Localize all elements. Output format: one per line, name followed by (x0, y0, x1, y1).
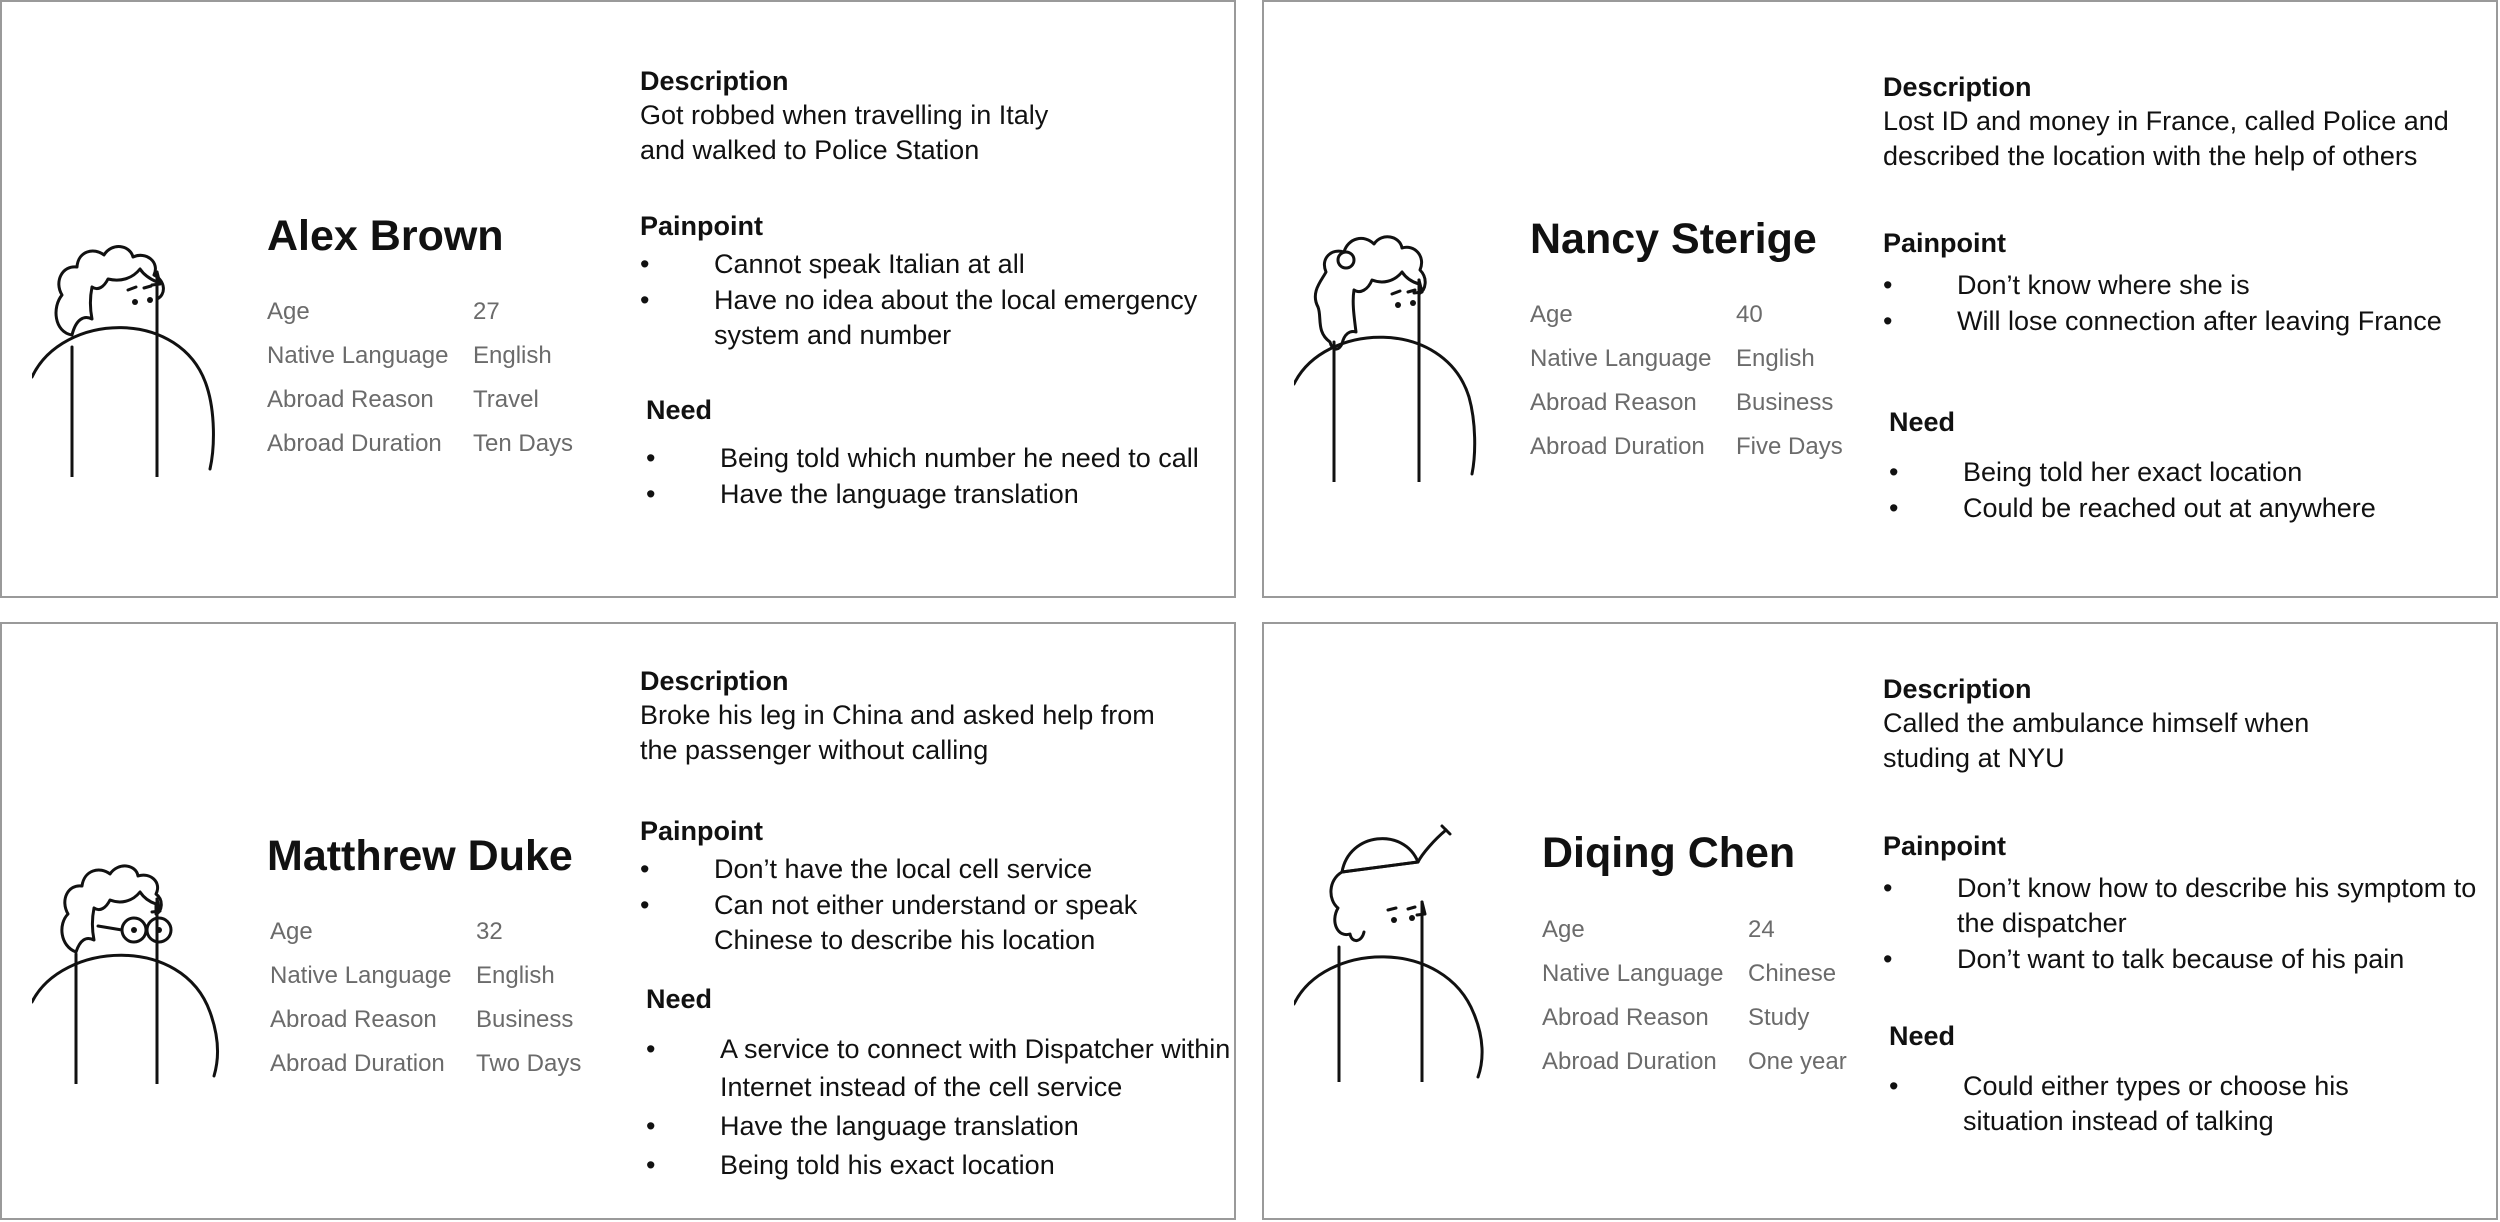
attr-value: Study (1748, 1004, 1810, 1031)
attr-key: Age (270, 918, 313, 945)
attr-key: Age (1530, 301, 1573, 328)
list-item: • Have the language translation (646, 1107, 1236, 1145)
persona-name: Nancy Sterige (1530, 215, 1817, 263)
painpoint-title: Painpoint (1883, 228, 2006, 258)
attr-key: Native Language (1542, 960, 1724, 987)
attr-value: English (1736, 345, 1815, 372)
persona-painpoints (1883, 829, 2483, 978)
painpoint-list (640, 852, 1230, 958)
persona-attributes (267, 298, 597, 474)
need-title: Need (1889, 407, 1956, 437)
description-text: Called the ambulance himself when studing at NYU (1883, 708, 2310, 773)
attr-value: English (473, 342, 552, 369)
attr-age (270, 918, 600, 962)
attr-value: One year (1748, 1048, 1847, 1075)
persona-description (1883, 70, 2483, 174)
persona-description (640, 64, 1230, 168)
attr-key: Abroad Duration (1542, 1048, 1717, 1075)
attr-abroad-reason (1530, 389, 1860, 433)
attr-key: Abroad Duration (1530, 433, 1705, 460)
attr-key: Native Language (267, 342, 449, 369)
need-title: Need (646, 984, 713, 1014)
description-text: Got robbed when travelling in Italy and walked to Police Station (640, 100, 1049, 165)
list-item: • Will lose connection after leaving France (1883, 304, 2483, 339)
list-item: • Don’t know where she is (1883, 268, 2483, 303)
attr-value: 40 (1736, 301, 1763, 328)
attr-value: 27 (473, 298, 500, 325)
attr-key: Abroad Reason (267, 386, 434, 413)
attr-abroad-duration (270, 1050, 600, 1094)
persona-name: Matthrew Duke (267, 832, 573, 880)
list-item: • A service to connect with Dispatcher within Internet instead of the cell service (646, 1030, 1236, 1106)
attr-key: Abroad Duration (270, 1050, 445, 1077)
attr-value: Business (1736, 389, 1834, 416)
need-list (646, 441, 1236, 512)
attr-key: Native Language (1530, 345, 1712, 372)
list-item: • Being told his exact location (646, 1146, 1236, 1184)
attr-key: Abroad Reason (270, 1006, 437, 1033)
painpoint-title: Painpoint (640, 211, 763, 241)
attr-key: Abroad Reason (1542, 1004, 1709, 1031)
attr-age (1530, 301, 1860, 345)
description-title: Description (640, 66, 789, 96)
list-item: • Could be reached out at anywhere (1889, 491, 2489, 526)
attr-key: Abroad Duration (267, 430, 442, 457)
persona-long-curly-hair-icon (1294, 192, 1494, 482)
attr-value: Business (476, 1006, 574, 1033)
attr-abroad-duration (1530, 433, 1860, 477)
persona-description (1883, 672, 2483, 776)
attr-age (1542, 916, 1872, 960)
list-item: • Have the language translation (646, 477, 1236, 512)
persona-attributes (270, 918, 600, 1094)
painpoint-list (1883, 871, 2483, 977)
list-item: • Cannot speak Italian at all (640, 247, 1230, 282)
attr-key: Age (1542, 916, 1585, 943)
attr-key: Age (267, 298, 310, 325)
list-item: • Don’t know how to describe his symptom to the dispatcher (1883, 871, 2483, 941)
painpoint-list (640, 247, 1230, 353)
persona-curly-hair-icon (32, 187, 232, 477)
need-list (1889, 455, 2489, 526)
painpoint-title: Painpoint (640, 816, 763, 846)
list-item: • Can not either understand or speak Chinese to describe his location (640, 888, 1230, 958)
attr-native-language (1530, 345, 1860, 389)
attr-native-language (270, 962, 600, 1006)
attr-key: Native Language (270, 962, 452, 989)
list-item: • Don’t have the local cell service (640, 852, 1230, 887)
description-title: Description (1883, 674, 2032, 704)
attr-abroad-reason (267, 386, 597, 430)
attr-abroad-reason (270, 1006, 600, 1050)
persona-description (640, 664, 1230, 768)
need-title: Need (646, 395, 713, 425)
list-item: • Being told her exact location (1889, 455, 2489, 490)
persona-needs (646, 982, 1236, 1185)
attr-value: English (476, 962, 555, 989)
description-text: Lost ID and money in France, called Police and described the location with the help of others (1883, 106, 2449, 171)
description-title: Description (1883, 72, 2032, 102)
persona-card-matthrew-duke (0, 622, 1236, 1220)
description-text: Broke his leg in China and asked help from the passenger without calling (640, 700, 1155, 765)
attr-native-language (1542, 960, 1872, 1004)
need-title: Need (1889, 1021, 1956, 1051)
need-list (1889, 1069, 2429, 1139)
persona-name: Diqing Chen (1542, 829, 1796, 877)
attr-value: Travel (473, 386, 539, 413)
attr-key: Abroad Reason (1530, 389, 1697, 416)
attr-value: Two Days (476, 1050, 582, 1077)
attr-value: Ten Days (473, 430, 574, 457)
attr-value: Five Days (1736, 433, 1843, 460)
persona-painpoints (640, 209, 1230, 354)
attr-abroad-duration (267, 430, 597, 474)
attr-value: Chinese (1748, 960, 1837, 987)
persona-name: Alex Brown (267, 212, 504, 260)
persona-needs (1889, 1019, 2429, 1140)
persona-painpoints (1883, 226, 2483, 340)
persona-attributes (1542, 916, 1872, 1092)
painpoint-title: Painpoint (1883, 831, 2006, 861)
attr-value: 24 (1748, 916, 1775, 943)
persona-needs (646, 393, 1236, 513)
attr-value: 32 (476, 918, 503, 945)
persona-card-alex-brown (0, 0, 1236, 598)
attr-native-language (267, 342, 597, 386)
persona-cap-icon (1294, 792, 1494, 1082)
list-item: • Being told which number he need to call (646, 441, 1236, 476)
painpoint-list (1883, 268, 2483, 339)
attr-abroad-duration (1542, 1048, 1872, 1092)
need-list (646, 1030, 1236, 1184)
persona-painpoints (640, 814, 1230, 959)
persona-attributes (1530, 301, 1860, 477)
description-title: Description (640, 666, 789, 696)
list-item: • Could either types or choose his situation instead of talking (1889, 1069, 2429, 1139)
attr-abroad-reason (1542, 1004, 1872, 1048)
attr-age (267, 298, 597, 342)
persona-glasses-icon (32, 794, 232, 1084)
persona-card-nancy-sterige (1262, 0, 2498, 598)
persona-card-diqing-chen (1262, 622, 2498, 1220)
list-item: • Have no idea about the local emergency system and number (640, 283, 1230, 353)
list-item: • Don’t want to talk because of his pain (1883, 942, 2483, 977)
persona-needs (1889, 405, 2489, 527)
